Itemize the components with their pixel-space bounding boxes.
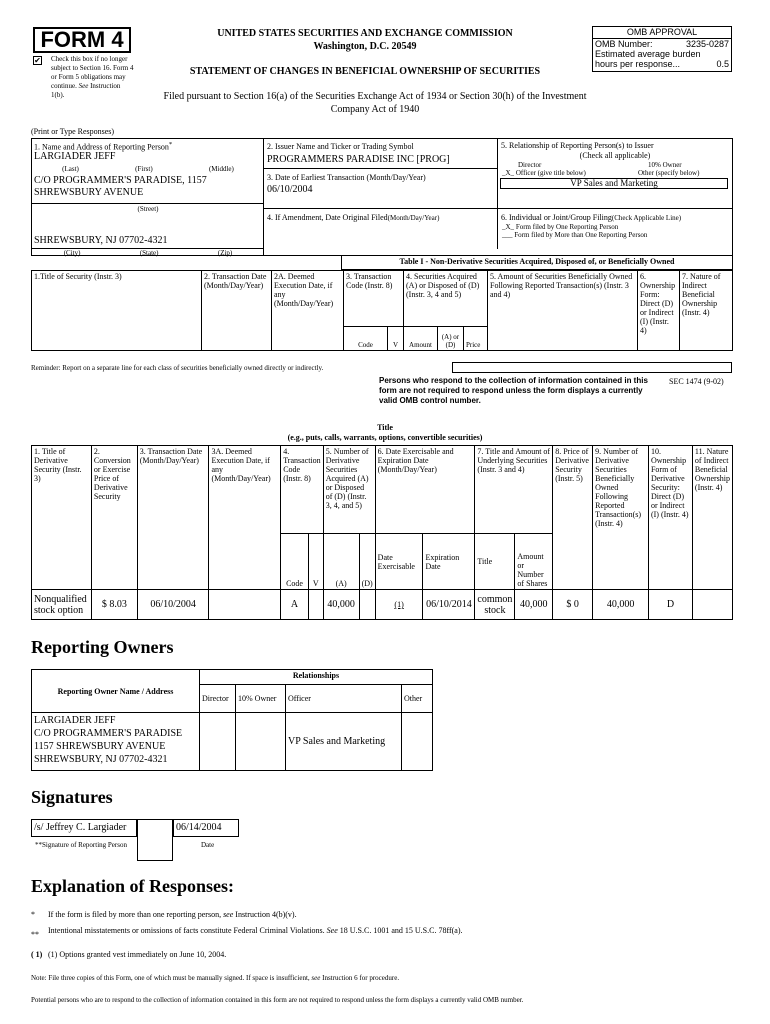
table-row	[32, 590, 733, 620]
t2-row-underlying-amt: 40,000	[515, 590, 553, 620]
reporting-person-name: LARGIADER JEFF	[34, 151, 116, 162]
footnote-1	[31, 950, 731, 959]
reminder-box	[452, 362, 732, 373]
t2-col1: 1. Title of Derivative Security (Instr. 3)	[32, 446, 92, 590]
box3-earliest-date	[264, 169, 498, 209]
box6-label: 6. Individual or Joint/Group Filing	[501, 213, 612, 222]
no-longer-subject-checkbox[interactable]: ✔	[34, 56, 41, 65]
star-mark: *	[31, 910, 35, 919]
t2-title: Title	[475, 534, 515, 590]
box1-reporting-person	[32, 139, 264, 255]
t2-d: (D)	[359, 534, 375, 590]
persons-notice: Persons who respond to the collection of information contained in this form are not required to respond unless the form displays a currently valid OMB control number.	[379, 376, 648, 405]
one-person-label: Form filed by One Reporting Person	[515, 223, 619, 231]
fn1-mark: ( 1)	[31, 950, 43, 959]
dstar-text: Intentional misstatements or omissions of facts constitute Federal Criminal Violations.	[48, 926, 325, 935]
first-label: (First)	[135, 165, 153, 173]
box6-sub: (Check Applicable Line)	[611, 214, 682, 222]
officer-mark: _X_	[502, 169, 515, 177]
star-text: If the form is filed by more than one reporting person,	[48, 910, 222, 919]
owner-name-header: Reporting Owner Name / Address	[32, 670, 200, 713]
omb-number-label: OMB Number:	[595, 39, 653, 49]
t1-col2: 2. Transaction Date (Month/Day/Year)	[202, 271, 272, 351]
t2-amount-shares: Amount or Number of Shares	[515, 534, 553, 590]
t2-row-deriv-price: $ 0	[553, 590, 593, 620]
agency-city: Washington, D.C. 20549	[313, 41, 417, 52]
t2-exp: Expiration Date	[423, 534, 475, 590]
t1-col4: 4. Securities Acquired (A) or Disposed of (D) (Instr. 3, 4 and 5)	[404, 271, 488, 327]
ten-pct-label: 10% Owner	[648, 161, 682, 169]
note-text	[31, 974, 731, 982]
director-label: Director	[518, 161, 542, 169]
t2-col10: 10. Ownership Form of Derivative Security: Direct (D) or Indirect (I) (Instr. 4)	[648, 446, 692, 590]
zip-label: (Zip)	[217, 249, 233, 257]
owner-officer-cell: VP Sales and Marketing	[286, 713, 402, 771]
t2-v: V	[308, 534, 323, 590]
table-row	[32, 713, 433, 771]
one-person-mark: _X_	[502, 223, 515, 231]
star-see: see	[223, 910, 234, 919]
omb-title: OMB APPROVAL	[593, 27, 731, 39]
box5-check-all: (Check all applicable)	[579, 151, 651, 160]
t2-col4: 4. Transaction Code (Instr. 8)	[281, 446, 323, 534]
t1-col6: 6. Ownership Form: Direct (D) or Indirect (I) (Instr. 4)	[638, 271, 680, 351]
signature-date-label: Date	[201, 841, 215, 849]
reporting-person-address: C/O PROGRAMMER'S PARADISE, 1157 SHREWSBURY AVENUE	[34, 175, 207, 198]
street-label: (Street)	[137, 205, 159, 213]
owner-other-cell	[402, 713, 433, 771]
box4-amendment	[264, 209, 498, 249]
t2-col9: 9. Number of Derivative Securities Beneficially Owned Following Reported Transaction(s) (Instr. 4)	[593, 446, 649, 590]
star-ref: Instruction 4(b)(v).	[235, 910, 297, 919]
reporting-owners-table	[31, 669, 433, 771]
box5-label: 5. Relationship of Reporting Person(s) to Issuer	[501, 141, 654, 150]
box2-issuer	[264, 139, 498, 169]
signature-value: /s/ Jeffrey C. Largiader	[31, 819, 137, 837]
checkbox-label: Check this box if no longer subject to Section 16. Form 4 or Form 5 obligations may continue.	[51, 55, 134, 90]
t1-price: Price	[464, 327, 488, 351]
t2-row-a: 40,000	[323, 590, 359, 620]
t2-row-owned: 40,000	[593, 590, 649, 620]
t2-row-price: $ 8.03	[91, 590, 137, 620]
instruction-ref: Instruction 1(b).	[51, 82, 121, 99]
explanation-dstar	[31, 926, 491, 939]
owner-address-line: SHREWSBURY, NJ 07702-4321	[34, 754, 168, 765]
explanation-star	[31, 910, 731, 919]
earliest-date: 06/10/2004	[267, 184, 313, 195]
ten-pct-header: 10% Owner	[236, 685, 286, 713]
table2-title: Title	[377, 423, 393, 432]
city-label: (City)	[63, 249, 81, 257]
issuer-name: PROGRAMMERS PARADISE INC [PROG]	[267, 154, 450, 165]
t2-row-form: D	[648, 590, 692, 620]
signatures-heading: Signatures	[31, 787, 113, 807]
table2-grid	[31, 445, 733, 620]
t2-col11: 11. Nature of Indirect Beneficial Ownership (Instr. 4)	[692, 446, 732, 590]
note-ref: Instruction 6 for procedure.	[322, 974, 400, 982]
dstar-mark: **	[31, 930, 39, 939]
checkbox-text	[51, 55, 135, 100]
t1-amount: Amount	[404, 327, 438, 351]
t1-aord: (A) or (D)	[438, 327, 464, 351]
t2-col2: 2. Conversion or Exercise Price of Derivative Security	[91, 446, 137, 590]
t2-row-d	[359, 590, 375, 620]
signature-date: 06/14/2004	[173, 819, 239, 837]
signature-label: **Signature of Reporting Person	[35, 841, 127, 849]
box4-sub: (Month/Day/Year)	[387, 214, 440, 222]
box1-label: 1. Name and Address of Reporting Person	[34, 142, 169, 152]
t2-row-nature	[692, 590, 732, 620]
t2-row-underlying: common stock	[475, 590, 515, 620]
t2-date-ex: Date Exercisable	[375, 534, 423, 590]
filed-pursuant: Filed pursuant to Section 16(a) of the Securities Exchange Act of 1934 or Section 30(h) of the Investment Company Act of 1940	[163, 91, 587, 115]
t1-col2a: 2A. Deemed Execution Date, if any (Month/Day/Year)	[272, 271, 344, 351]
t2-col3a: 3A. Deemed Execution Date, if any (Month/Day/Year)	[209, 446, 281, 590]
t1-v: V	[388, 327, 404, 351]
last-label: (Last)	[62, 165, 79, 173]
t2-row-exercisable[interactable]: (1)	[375, 590, 423, 620]
officer-header: Officer	[286, 685, 402, 713]
t2-row-security: Nonqualified stock option	[32, 590, 92, 620]
t2-col8: 8. Price of Derivative Security (Instr. 5)	[553, 446, 593, 590]
see-label: See	[78, 82, 89, 90]
omb-hours: 0.5	[716, 59, 729, 69]
owner-address	[32, 713, 200, 771]
omb-approval-box	[592, 26, 732, 72]
state-label: (State)	[139, 249, 159, 257]
table1-title: Table I - Non-Derivative Securities Acquired, Disposed of, or Beneficially Owned	[341, 255, 733, 270]
sec-code: SEC 1474 (9-02)	[669, 377, 724, 386]
box6-filing	[498, 209, 732, 249]
officer-title: VP Sales and Marketing	[500, 178, 728, 189]
note-main: Note: File three copies of this Form, one of which must be manually signed. If space is insufficient,	[31, 974, 310, 982]
statement-title: STATEMENT OF CHANGES IN BENEFICIAL OWNERSHIP OF SECURITIES	[189, 66, 541, 77]
reporting-owners-heading: Reporting Owners	[31, 637, 174, 657]
omb-hours-label: hours per response...	[595, 59, 681, 69]
owner-address-line: C/O PROGRAMMER'S PARADISE	[34, 728, 183, 739]
t2-col6: 6. Date Exercisable and Expiration Date (Month/Day/Year)	[375, 446, 475, 534]
t2-code: Code	[281, 534, 309, 590]
t2-a: (A)	[323, 534, 359, 590]
other-header: Other	[402, 685, 433, 713]
middle-label: (Middle)	[208, 165, 234, 173]
table2-subtitle: (e.g., puts, calls, warrants, options, convertible securities)	[287, 433, 483, 442]
explanation-heading: Explanation of Responses:	[31, 876, 235, 896]
t2-row-date: 06/10/2004	[137, 590, 209, 620]
t2-row-expiration: 06/10/2014	[423, 590, 475, 620]
reporting-info-section	[31, 138, 733, 256]
t1-col3: 3. Transaction Code (Instr. 8)	[344, 271, 404, 327]
t2-col7: 7. Title and Amount of Underlying Securities (Instr. 3 and 4)	[475, 446, 553, 534]
omb-burden: Estimated average burden	[595, 49, 701, 59]
t1-code: Code	[344, 327, 388, 351]
signature-block	[31, 819, 239, 861]
t2-col5: 5. Number of Derivative Securities Acquired (A) or Disposed of (D) (Instr. 3, 4, and 5)	[323, 446, 375, 534]
form-title: FORM 4	[33, 27, 131, 53]
more-persons-label: ___ Form filed by More than One Reporting Person	[502, 231, 648, 239]
table1	[31, 255, 733, 351]
table1-grid	[31, 270, 733, 351]
director-header: Director	[200, 685, 236, 713]
dstar-see: See	[326, 926, 338, 935]
t2-row-code: A	[281, 590, 309, 620]
other-label: Other (specify below)	[638, 169, 700, 177]
agency-title: UNITED STATES SECURITIES AND EXCHANGE COMMISSION	[217, 28, 513, 39]
owner-director-cell	[200, 713, 236, 771]
t1-col7: 7. Nature of Indirect Beneficial Ownership (Instr. 4)	[680, 271, 733, 351]
box1-mark: *	[168, 141, 173, 148]
reminder-text: Reminder: Report on a separate line for each class of securities beneficially owned directly or indirectly.	[31, 364, 324, 372]
owner-ten-pct-cell	[236, 713, 286, 771]
t1-col5: 5. Amount of Securities Beneficially Owned Following Reported Transaction(s) (Instr. 3 and 4)	[488, 271, 638, 351]
box5-relationship	[498, 139, 732, 209]
owner-address-line: 1157 SHREWSBURY AVENUE	[34, 741, 166, 752]
owner-address-line: LARGIADER JEFF	[34, 715, 116, 726]
officer-label: Officer (give title below)	[515, 169, 586, 177]
t2-col3: 3. Transaction Date (Month/Day/Year)	[137, 446, 209, 590]
dstar-ref: 18 U.S.C. 1001 and 15 U.S.C. 78ff(a).	[339, 926, 463, 935]
relationships-header: Relationships	[200, 670, 433, 685]
box3-label: 3. Date of Earliest Transaction (Month/Day/Year)	[267, 173, 426, 182]
t1-col1: 1.Title of Security (Instr. 3)	[32, 271, 202, 351]
t2-row-deemed	[209, 590, 281, 620]
box4-label: 4. If Amendment, Date Original Filed	[267, 213, 388, 222]
omb-number: 3235-0287	[685, 39, 729, 49]
potential-persons-text: Potential persons who are to respond to the collection of information contained in this form are not required to respond unless the form displays a currently valid OMB number.	[31, 996, 524, 1004]
box2-label: 2. Issuer Name and Ticker or Trading Symbol	[267, 142, 414, 151]
note-see: see	[311, 974, 321, 982]
t2-row-v	[308, 590, 323, 620]
fn1-text: (1) Options granted vest immediately on June 10, 2004.	[48, 950, 227, 959]
reporting-person-city: SHREWSBURY, NJ 07702-4321	[34, 235, 168, 246]
print-type: (Print or Type Responses)	[31, 127, 115, 136]
